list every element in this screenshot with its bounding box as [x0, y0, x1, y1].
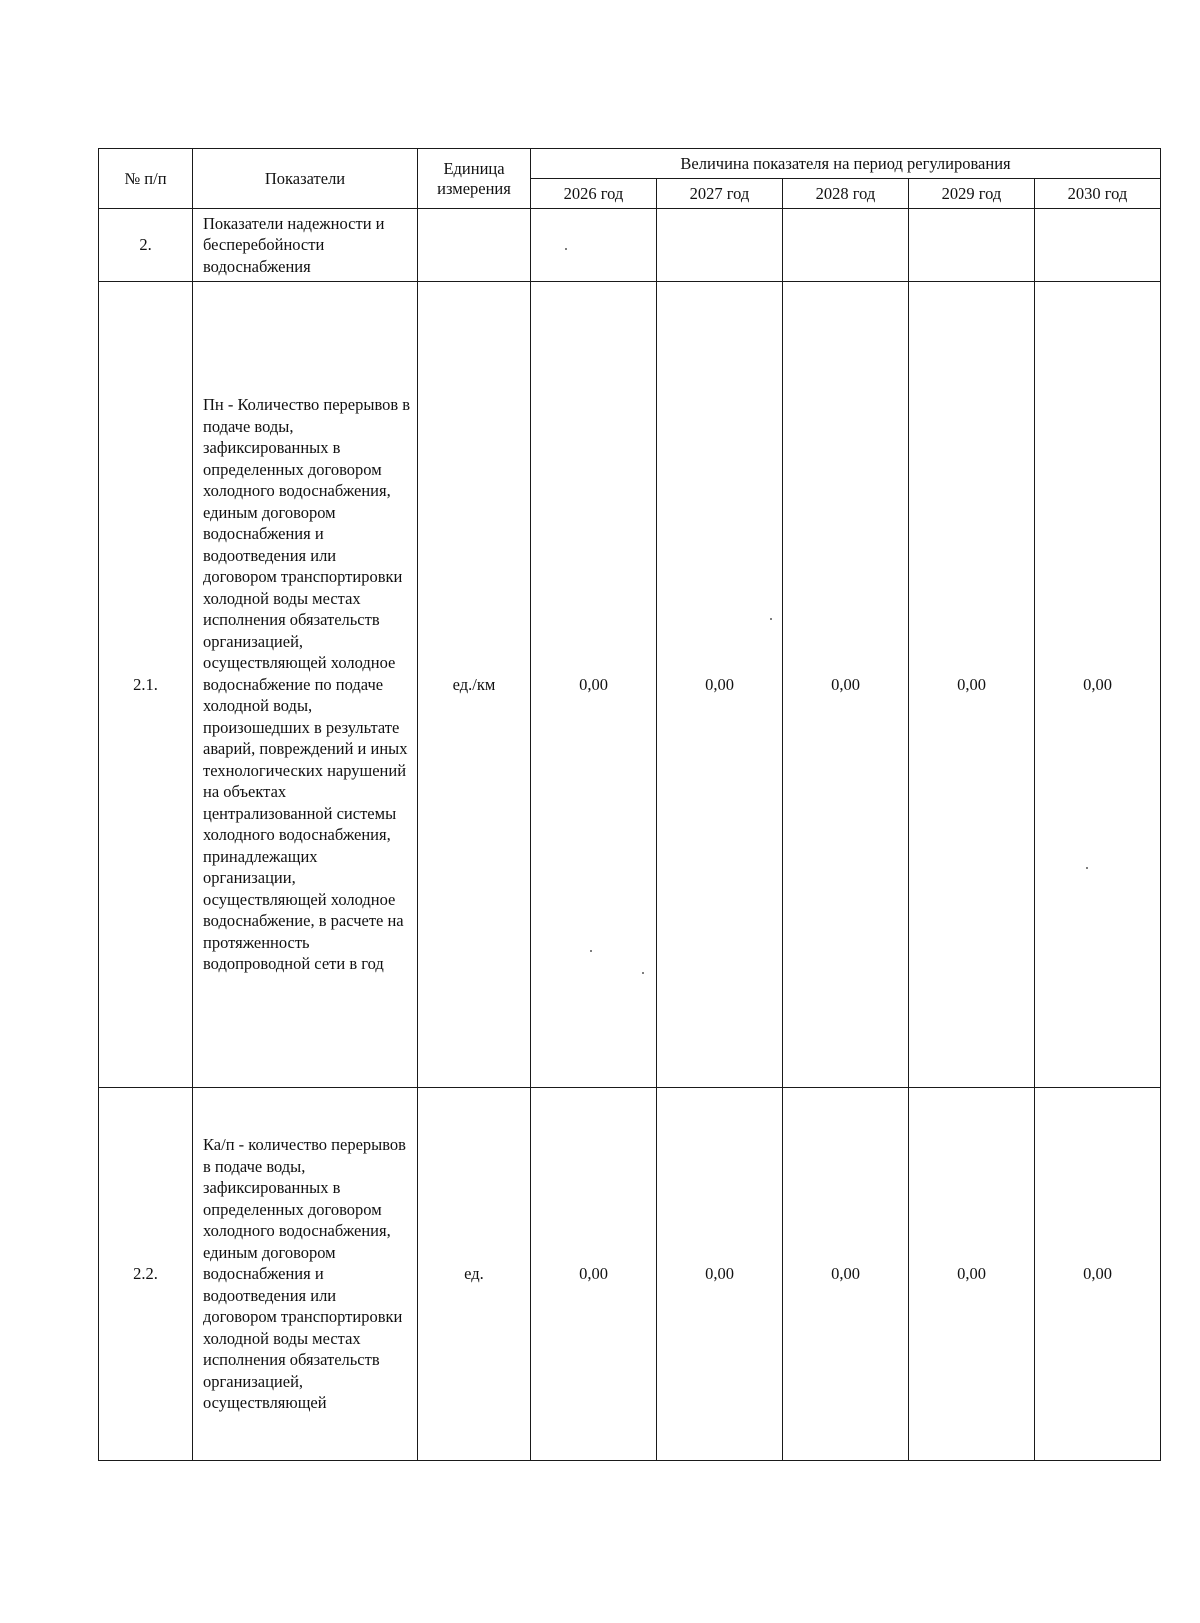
header-year-2028: 2028 год: [783, 179, 909, 209]
value-2027: [657, 209, 783, 282]
row-unit: ед./км: [418, 282, 531, 1088]
indicators-table: [98, 148, 1161, 1461]
scan-speck: [642, 972, 644, 974]
row-num: 2.: [99, 209, 193, 282]
header-row-1: [99, 149, 1161, 179]
scan-speck: [770, 618, 772, 620]
value-2026: 0,00: [531, 282, 657, 1088]
header-year-2027: 2027 год: [657, 179, 783, 209]
header-year-2030: 2030 год: [1035, 179, 1161, 209]
table-row: [99, 1088, 1161, 1461]
scan-speck: [1086, 867, 1088, 869]
value-2028: 0,00: [783, 1088, 909, 1461]
header-num: № п/п: [99, 149, 193, 209]
value-2030: [1035, 209, 1161, 282]
value-2030: 0,00: [1035, 1088, 1161, 1461]
row-indicator: Пн - Количество перерывов в подаче воды, зафиксированных в определенных договором холодного водоснабжения, единым договором водоснабжения и водоотведения или договором транспортировки холодной воды местах исполнения обязательств организацией, осуществляющей холодное водоснабжение по подаче холодной воды, произошедших в результате аварий, повреждений и иных технологических нарушений на объектах централизованной системы холодного водоснабжения, принадлежащих организации, осуществляющей холодное водоснабжение, в расчете на протяженность водопроводной сети в год: [193, 282, 418, 1088]
header-indicators: Показатели: [193, 149, 418, 209]
value-2028: [783, 209, 909, 282]
header-period: Величина показателя на период регулирования: [531, 149, 1161, 179]
table-row: [99, 282, 1161, 1088]
row-indicator: Ка/п - количество перерывов в подаче воды, зафиксированных в определенных договором холодного водоснабжения, единым договором водоснабжения и водоотведения или договором транспортировки холодной воды местах исполнения обязательств организацией, осуществляющей: [193, 1088, 418, 1461]
row-unit: ед.: [418, 1088, 531, 1461]
value-2026: 0,00: [531, 1088, 657, 1461]
value-2027: 0,00: [657, 282, 783, 1088]
value-2029: 0,00: [909, 1088, 1035, 1461]
value-2029: 0,00: [909, 282, 1035, 1088]
value-2028: 0,00: [783, 282, 909, 1088]
scan-speck: [590, 950, 592, 952]
header-year-2029: 2029 год: [909, 179, 1035, 209]
header-unit: Единица измерения: [418, 149, 531, 209]
value-2030: 0,00: [1035, 282, 1161, 1088]
value-2027: 0,00: [657, 1088, 783, 1461]
row-unit: [418, 209, 531, 282]
value-2029: [909, 209, 1035, 282]
scan-speck: [565, 248, 567, 250]
row-num: 2.1.: [99, 282, 193, 1088]
table-row: [99, 209, 1161, 282]
value-2026: [531, 209, 657, 282]
header-year-2026: 2026 год: [531, 179, 657, 209]
row-num: 2.2.: [99, 1088, 193, 1461]
row-indicator: Показатели надежности и бесперебойности водоснабжения: [193, 209, 418, 282]
